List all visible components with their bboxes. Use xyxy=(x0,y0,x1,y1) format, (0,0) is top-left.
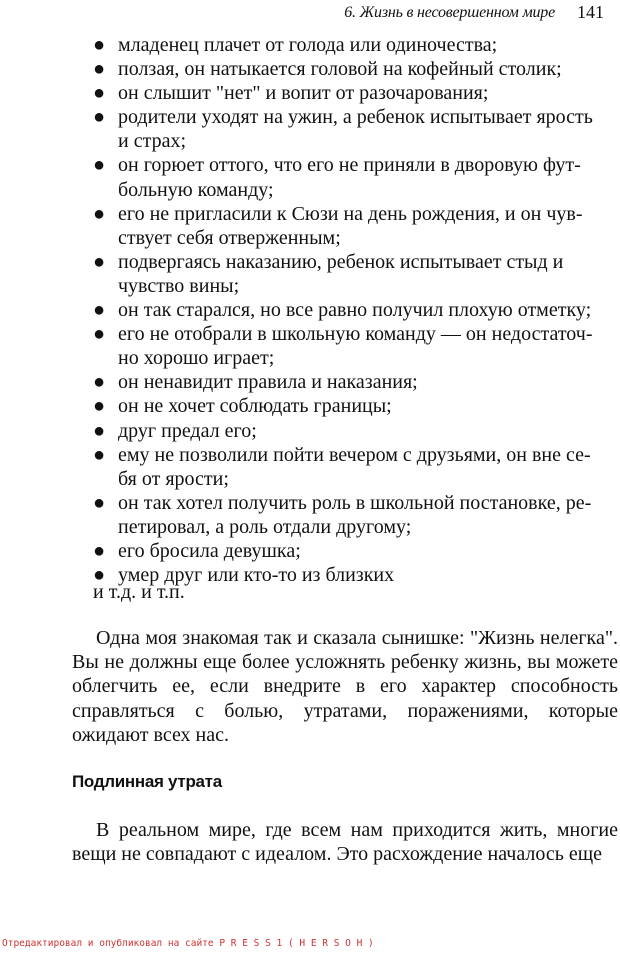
list-item xyxy=(90,394,620,418)
bullet-icon: ● xyxy=(93,539,106,562)
list-item-line: он так старался, но все равно получил плохую отметку; xyxy=(118,299,592,322)
bullet-icon: ● xyxy=(93,82,106,105)
list-item-line: он горюет оттого, что его не приняли в дворовую фут- xyxy=(118,154,581,177)
list-item xyxy=(90,298,620,322)
list-item-line: он ненавидит правила и наказания; xyxy=(118,371,418,394)
bullet-icon: ● xyxy=(93,491,106,514)
bullet-icon: ● xyxy=(93,250,106,273)
bullet-list xyxy=(90,33,620,587)
bullet-icon: ● xyxy=(93,58,106,81)
list-item xyxy=(90,491,620,539)
list-item-line: ему не позволили пойти вечером с друзьями, он вне се- xyxy=(118,443,591,466)
bullet-icon: ● xyxy=(93,202,106,225)
bullet-icon: ● xyxy=(93,323,106,346)
list-item-line: чувство вины; xyxy=(118,274,240,297)
bullet-icon: ● xyxy=(93,154,106,177)
list-item-line: подвергаясь наказанию, ребенок испытывает стыд и xyxy=(118,250,564,273)
list-etc: и т.д. и т.п. xyxy=(93,581,185,603)
body-paragraph: В реальном мире, где всем нам приходится жить, многие вещи не совпадают с идеалом. Это расхождение началось еще xyxy=(72,819,618,866)
body-paragraph: Одна моя знакомая так и сказала сынишке: "Жизнь нелегка". Вы не должны еще более усложнять ребенку жизнь, вы можете облегчить ее, если внедрите в его характер способность справляться с болью, утратами, поражениями, которые ожидают всех нас. xyxy=(72,627,618,746)
bullet-icon: ● xyxy=(93,419,106,442)
list-item-line: ствует себя отверженным; xyxy=(118,226,341,249)
list-item-line: петировал, а роль отдали другому; xyxy=(118,515,412,538)
list-item-line: и страх; xyxy=(118,130,186,153)
list-item-line: умер друг или кто-то из близких xyxy=(118,564,395,587)
list-item-line: больную команду; xyxy=(118,178,274,201)
list-item xyxy=(90,202,620,250)
list-item xyxy=(90,81,620,105)
list-item xyxy=(90,322,620,370)
list-item-line: он слышит "нет" и вопит от разочарования; xyxy=(118,82,489,105)
bullet-icon: ● xyxy=(93,371,106,394)
list-item-line: друг предал его; xyxy=(118,419,257,442)
bullet-icon: ● xyxy=(93,106,106,129)
list-item xyxy=(90,33,620,57)
bullet-icon: ● xyxy=(93,395,106,418)
list-item xyxy=(90,105,620,153)
list-item-line: ползая, он натыкается головой на кофейный столик; xyxy=(118,58,562,81)
list-item xyxy=(90,443,620,491)
list-item xyxy=(90,419,620,443)
list-item xyxy=(90,539,620,563)
list-item-line: младенец плачет от голода или одиночества; xyxy=(118,34,498,56)
bullet-icon: ● xyxy=(93,443,106,466)
page-number: 141 xyxy=(577,2,604,22)
bullet-icon: ● xyxy=(93,34,106,56)
list-item xyxy=(90,250,620,298)
running-title: 6. Жизнь в несовершенном мире xyxy=(344,4,555,21)
list-item-line: его не отобрали в школьную команду — он недостаточ- xyxy=(118,323,593,346)
list-item xyxy=(90,370,620,394)
list-item-line: его не пригласили к Сюзи на день рождения, и он чув- xyxy=(118,202,583,225)
bullet-icon: ● xyxy=(93,564,106,587)
list-item-line: он так хотел получить роль в школьной постановке, ре- xyxy=(118,491,592,514)
section-heading: Подлинная утрата xyxy=(72,772,222,791)
list-item-line: но хорошо играет; xyxy=(118,347,275,370)
list-item-line: родители уходят на ужин, а ребенок испытывает ярость xyxy=(118,106,593,129)
bullet-icon: ● xyxy=(93,299,106,322)
list-item xyxy=(90,153,620,201)
list-item-line: бя от ярости; xyxy=(118,467,229,490)
watermark: Отредактировал и опубликовал на сайте P R E S S 1 ( H E R S O H ) xyxy=(2,938,374,949)
page-header xyxy=(0,2,620,28)
list-item xyxy=(90,57,620,81)
list-item-line: он не хочет соблюдать границы; xyxy=(118,395,392,418)
list-item-line: его бросила девушка; xyxy=(118,539,301,562)
